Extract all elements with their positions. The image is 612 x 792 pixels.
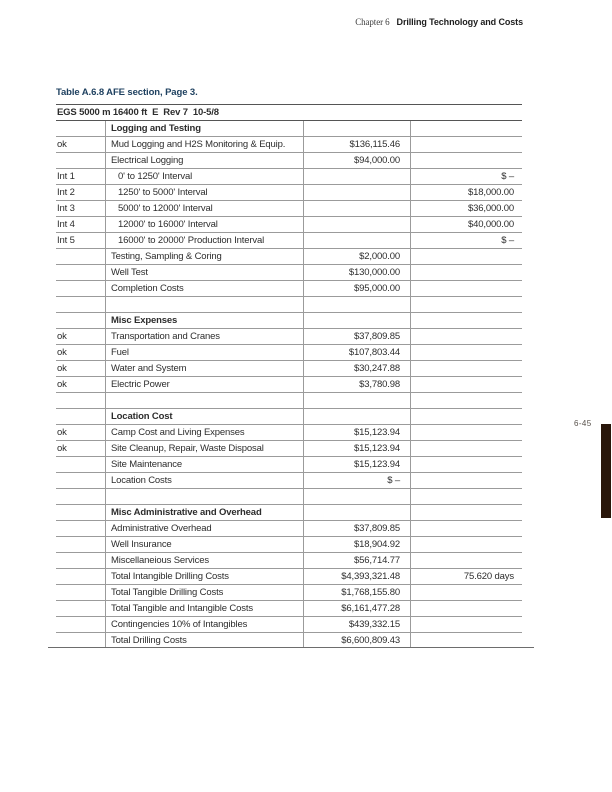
- table-row: [56, 297, 522, 313]
- row-amount2-cell: [410, 313, 522, 328]
- row-amount2-cell: [410, 425, 522, 440]
- row-amount-cell: [303, 217, 410, 232]
- row-label-cell: Location Costs: [105, 473, 303, 488]
- row-label-cell: Administrative Overhead: [105, 521, 303, 536]
- row-amount2-cell: [410, 297, 522, 312]
- table-row: [56, 505, 522, 521]
- row-flag-cell: Int 2: [57, 187, 75, 198]
- row-amount2-cell: [410, 377, 522, 392]
- table-row: [56, 585, 522, 601]
- row-amount-cell: $37,809.85: [303, 329, 410, 344]
- table-row: [56, 201, 522, 217]
- row-label-cell: 1250' to 5000' Interval: [105, 185, 303, 200]
- row-label-cell: Well Insurance: [105, 537, 303, 552]
- row-amount-cell: [303, 313, 410, 328]
- row-amount2-cell: [410, 553, 522, 568]
- table-row: [56, 569, 522, 585]
- row-amount2-cell: [410, 505, 522, 520]
- row-flag-cell: [56, 473, 105, 488]
- row-amount2-cell: $ –: [410, 169, 522, 184]
- row-amount2-cell: [410, 601, 522, 616]
- row-flag-cell: ok: [57, 427, 67, 438]
- row-amount2-cell: [410, 265, 522, 280]
- row-flag-cell: ok: [57, 347, 67, 358]
- row-flag-cell: [56, 585, 105, 600]
- row-label-cell: Completion Costs: [105, 281, 303, 296]
- row-label-cell: Well Test: [105, 265, 303, 280]
- row-flag-cell: [56, 505, 105, 520]
- row-amount-cell: $4,393,321.48: [303, 569, 410, 584]
- chapter-number: Chapter 6: [355, 17, 390, 27]
- table-row: [56, 537, 522, 553]
- row-flag-cell: Int 3: [57, 203, 75, 214]
- table-row: [56, 185, 522, 201]
- table-row: [56, 553, 522, 569]
- row-label-cell: Total Drilling Costs: [105, 633, 303, 648]
- row-flag-cell: [56, 265, 105, 280]
- row-amount-cell: $15,123.94: [303, 457, 410, 472]
- row-amount2-cell: [410, 137, 522, 152]
- row-label-cell: Camp Cost and Living Expenses: [105, 425, 303, 440]
- row-amount2-cell: [410, 617, 522, 632]
- row-amount2-cell: [410, 537, 522, 552]
- row-flag-cell: Int 1: [57, 171, 75, 182]
- row-amount-cell: [303, 297, 410, 312]
- row-amount-cell: $107,803.44: [303, 345, 410, 360]
- row-label-cell: Site Cleanup, Repair, Waste Disposal: [105, 441, 303, 456]
- table-row: [56, 361, 522, 377]
- row-amount2-cell: [410, 345, 522, 360]
- row-label-cell: Location Cost: [105, 409, 303, 424]
- row-label-cell: Logging and Testing: [105, 121, 303, 136]
- row-label-cell: Transportation and Cranes: [105, 329, 303, 344]
- table-row: [56, 441, 522, 457]
- row-amount-cell: $136,115.46: [303, 137, 410, 152]
- row-label-cell: Water and System: [105, 361, 303, 376]
- row-flag-cell: [56, 521, 105, 536]
- table-row: [56, 633, 522, 648]
- row-amount-cell: $94,000.00: [303, 153, 410, 168]
- row-flag-cell: [56, 393, 105, 408]
- row-flag-cell: Int 5: [57, 235, 75, 246]
- row-flag-cell: [56, 249, 105, 264]
- row-amount2-cell: $18,000.00: [410, 185, 522, 200]
- row-amount-cell: $56,714.77: [303, 553, 410, 568]
- row-flag-cell: [56, 537, 105, 552]
- row-amount-cell: [303, 201, 410, 216]
- row-amount2-cell: [410, 281, 522, 296]
- row-amount-cell: $439,332.15: [303, 617, 410, 632]
- row-label-cell: Total Tangible Drilling Costs: [105, 585, 303, 600]
- row-amount2-cell: [410, 457, 522, 472]
- row-amount-cell: $37,809.85: [303, 521, 410, 536]
- row-flag-cell: [56, 489, 105, 504]
- row-amount-cell: [303, 185, 410, 200]
- row-amount-cell: [303, 233, 410, 248]
- table-caption: Table A.6.8 AFE section, Page 3.: [56, 87, 198, 98]
- row-flag-cell: [56, 601, 105, 616]
- row-flag-cell: [56, 617, 105, 632]
- row-amount2-cell: [410, 153, 522, 168]
- row-amount-cell: [303, 393, 410, 408]
- row-amount-cell: $95,000.00: [303, 281, 410, 296]
- table-row: [56, 521, 522, 537]
- row-label-cell: Miscellaneious Services: [105, 553, 303, 568]
- row-amount2-cell: [410, 473, 522, 488]
- row-flag-cell: [56, 553, 105, 568]
- row-flag-cell: ok: [57, 331, 67, 342]
- page-number: 6-45: [574, 419, 592, 428]
- row-amount2-cell: [410, 249, 522, 264]
- table-row: [56, 393, 522, 409]
- row-label-cell: Total Intangible Drilling Costs: [105, 569, 303, 584]
- row-flag-cell: ok: [57, 363, 67, 374]
- table-row: [56, 233, 522, 249]
- table-row: [56, 249, 522, 265]
- row-amount2-cell: [410, 585, 522, 600]
- row-label-cell: 5000' to 12000' Interval: [105, 201, 303, 216]
- row-label-cell: Fuel: [105, 345, 303, 360]
- row-amount2-cell: $36,000.00: [410, 201, 522, 216]
- afe-cost-table: [56, 104, 522, 648]
- table-row: [56, 489, 522, 505]
- table-row: [56, 265, 522, 281]
- row-amount2-cell: $ –: [410, 233, 522, 248]
- chapter-thumb-tab: [601, 424, 611, 518]
- table-row: [56, 425, 522, 441]
- row-amount2-cell: [410, 441, 522, 456]
- row-amount2-cell: $40,000.00: [410, 217, 522, 232]
- row-amount-cell: $15,123.94: [303, 425, 410, 440]
- row-label-cell: Electric Power: [105, 377, 303, 392]
- row-label-cell: Total Tangible and Intangible Costs: [105, 601, 303, 616]
- table-row: [56, 377, 522, 393]
- row-amount2-cell: [410, 409, 522, 424]
- row-label-cell: [105, 489, 303, 504]
- row-amount-cell: [303, 121, 410, 136]
- row-label-cell: 12000' to 16000' Interval: [105, 217, 303, 232]
- table-bottom-rule: [48, 647, 534, 648]
- row-label-cell: Site Maintenance: [105, 457, 303, 472]
- table-row: [56, 281, 522, 297]
- table-row: [56, 409, 522, 425]
- row-flag-cell: [56, 313, 105, 328]
- row-flag-cell: [56, 633, 105, 648]
- row-label-cell: Misc Administrative and Overhead: [105, 505, 303, 520]
- row-amount-cell: $2,000.00: [303, 249, 410, 264]
- table-body: [56, 121, 522, 648]
- row-amount2-cell: [410, 633, 522, 648]
- row-flag-cell: [56, 569, 105, 584]
- row-amount2-cell: [410, 361, 522, 376]
- row-amount2-cell: [410, 489, 522, 504]
- row-amount2-cell: [410, 329, 522, 344]
- row-label-cell: Electrical Logging: [105, 153, 303, 168]
- row-amount-cell: $18,904.92: [303, 537, 410, 552]
- row-label-cell: Contingencies 10% of Intangibles: [105, 617, 303, 632]
- table-row: [56, 137, 522, 153]
- table-row: [56, 313, 522, 329]
- row-flag-cell: Int 4: [57, 219, 75, 230]
- row-amount-cell: [303, 505, 410, 520]
- row-flag-cell: [56, 121, 105, 136]
- table-row: [56, 457, 522, 473]
- chapter-title: Drilling Technology and Costs: [396, 17, 523, 27]
- row-amount-cell: $130,000.00: [303, 265, 410, 280]
- table-row: [56, 617, 522, 633]
- row-flag-cell: [56, 409, 105, 424]
- row-label-cell: [105, 393, 303, 408]
- table-row: [56, 169, 522, 185]
- row-amount-cell: [303, 169, 410, 184]
- running-header: [0, 17, 523, 27]
- table-row: [56, 121, 522, 137]
- row-amount2-cell: [410, 121, 522, 136]
- row-label-cell: Misc Expenses: [105, 313, 303, 328]
- row-amount-cell: $6,600,809.43: [303, 633, 410, 648]
- row-flag-cell: [56, 457, 105, 472]
- table-row: [56, 473, 522, 489]
- row-label-cell: [105, 297, 303, 312]
- row-flag-cell: ok: [57, 443, 67, 454]
- row-label-cell: Mud Logging and H2S Monitoring & Equip.: [105, 137, 303, 152]
- row-amount2-cell: [410, 393, 522, 408]
- row-amount-cell: $3,780.98: [303, 377, 410, 392]
- row-flag-cell: [56, 297, 105, 312]
- row-flag-cell: [56, 153, 105, 168]
- row-flag-cell: ok: [57, 139, 67, 150]
- row-amount-cell: $ –: [303, 473, 410, 488]
- row-amount-cell: [303, 409, 410, 424]
- table-row: [56, 601, 522, 617]
- row-label-cell: 0' to 1250' Interval: [105, 169, 303, 184]
- row-flag-cell: [56, 281, 105, 296]
- table-row: [56, 329, 522, 345]
- row-amount2-cell: [410, 521, 522, 536]
- row-amount-cell: [303, 489, 410, 504]
- row-flag-cell: ok: [57, 379, 67, 390]
- row-amount2-cell: 75.620 days: [410, 569, 522, 584]
- row-amount-cell: $1,768,155.80: [303, 585, 410, 600]
- table-row: [56, 217, 522, 233]
- table-row: [56, 153, 522, 169]
- row-label-cell: 16000' to 20000' Production Interval: [105, 233, 303, 248]
- row-amount-cell: $6,161,477.28: [303, 601, 410, 616]
- row-label-cell: Testing, Sampling & Coring: [105, 249, 303, 264]
- row-amount-cell: $30,247.88: [303, 361, 410, 376]
- table-row: [56, 345, 522, 361]
- row-amount-cell: $15,123.94: [303, 441, 410, 456]
- well-spec-header-row: EGS 5000 m 16400 ft E Rev 7 10-5/8: [56, 104, 522, 121]
